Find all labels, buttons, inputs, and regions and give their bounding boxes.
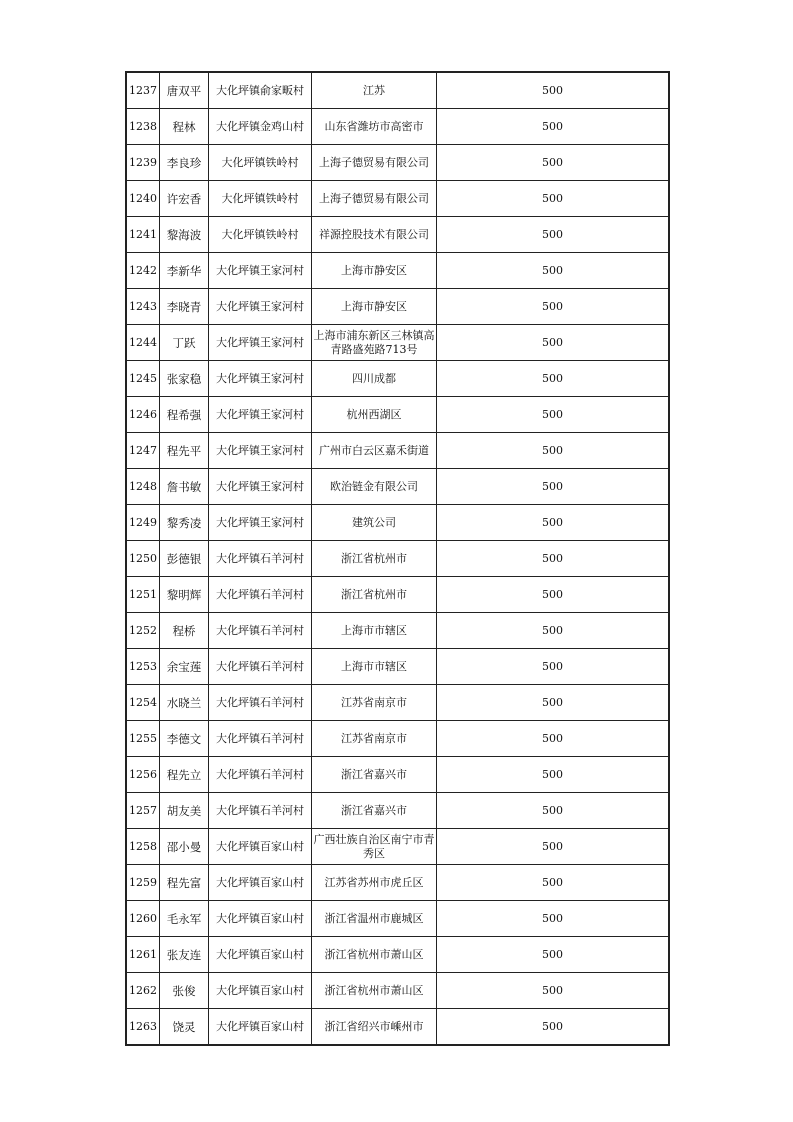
village-cell: 大化坪镇俞家畈村 — [209, 72, 312, 109]
workplace-cell: 江苏 — [312, 72, 437, 109]
table-row — [126, 253, 669, 289]
table-row — [126, 577, 669, 613]
row-number-cell: 1238 — [126, 109, 160, 145]
workplace-cell: 上海子德贸易有限公司 — [312, 145, 437, 181]
amount-cell: 500 — [437, 397, 670, 433]
workplace-cell: 江苏省南京市 — [312, 685, 437, 721]
person-name-cell: 詹书敏 — [160, 469, 209, 505]
table-row — [126, 613, 669, 649]
person-name-cell: 张家稳 — [160, 361, 209, 397]
amount-cell: 500 — [437, 685, 670, 721]
amount-cell: 500 — [437, 829, 670, 865]
workplace-cell: 上海市市辖区 — [312, 613, 437, 649]
table-row — [126, 505, 669, 541]
row-number-cell: 1263 — [126, 1009, 160, 1046]
person-name-cell: 黎秀凌 — [160, 505, 209, 541]
person-name-cell: 饶灵 — [160, 1009, 209, 1046]
village-cell: 大化坪镇王家河村 — [209, 505, 312, 541]
amount-cell: 500 — [437, 325, 670, 361]
amount-cell: 500 — [437, 433, 670, 469]
village-cell: 大化坪镇王家河村 — [209, 397, 312, 433]
table-body — [126, 72, 669, 1045]
workplace-cell: 祥源控股技术有限公司 — [312, 217, 437, 253]
village-cell: 大化坪镇石羊河村 — [209, 793, 312, 829]
person-name-cell: 水晓兰 — [160, 685, 209, 721]
workplace-cell: 浙江省杭州市萧山区 — [312, 973, 437, 1009]
row-number-cell: 1261 — [126, 937, 160, 973]
amount-cell: 500 — [437, 469, 670, 505]
table-row — [126, 721, 669, 757]
village-cell: 大化坪镇石羊河村 — [209, 541, 312, 577]
row-number-cell: 1259 — [126, 865, 160, 901]
workplace-cell: 上海市静安区 — [312, 289, 437, 325]
row-number-cell: 1254 — [126, 685, 160, 721]
table-row — [126, 649, 669, 685]
amount-cell: 500 — [437, 289, 670, 325]
table-row — [126, 325, 669, 361]
table-row — [126, 793, 669, 829]
table-row — [126, 829, 669, 865]
amount-cell: 500 — [437, 253, 670, 289]
workplace-cell: 浙江省温州市鹿城区 — [312, 901, 437, 937]
table-row — [126, 901, 669, 937]
row-number-cell: 1247 — [126, 433, 160, 469]
person-name-cell: 许宏香 — [160, 181, 209, 217]
village-cell: 大化坪镇王家河村 — [209, 253, 312, 289]
workplace-cell: 浙江省嘉兴市 — [312, 757, 437, 793]
village-cell: 大化坪镇王家河村 — [209, 289, 312, 325]
amount-cell: 500 — [437, 649, 670, 685]
amount-cell: 500 — [437, 72, 670, 109]
person-name-cell: 程先平 — [160, 433, 209, 469]
person-name-cell: 程希强 — [160, 397, 209, 433]
person-name-cell: 黎海波 — [160, 217, 209, 253]
row-number-cell: 1249 — [126, 505, 160, 541]
village-cell: 大化坪镇王家河村 — [209, 361, 312, 397]
table-row — [126, 865, 669, 901]
village-cell: 大化坪镇王家河村 — [209, 469, 312, 505]
person-name-cell: 李晓青 — [160, 289, 209, 325]
village-cell: 大化坪镇石羊河村 — [209, 649, 312, 685]
village-cell: 大化坪镇王家河村 — [209, 433, 312, 469]
person-name-cell: 李新华 — [160, 253, 209, 289]
table-row — [126, 433, 669, 469]
village-cell: 大化坪镇百家山村 — [209, 829, 312, 865]
amount-cell: 500 — [437, 721, 670, 757]
village-cell: 大化坪镇石羊河村 — [209, 685, 312, 721]
table-row — [126, 72, 669, 109]
table-row — [126, 1009, 669, 1046]
workplace-cell: 欧治链金有限公司 — [312, 469, 437, 505]
amount-cell: 500 — [437, 217, 670, 253]
village-cell: 大化坪镇王家河村 — [209, 325, 312, 361]
workplace-cell: 浙江省杭州市萧山区 — [312, 937, 437, 973]
row-number-cell: 1245 — [126, 361, 160, 397]
person-name-cell: 黎明辉 — [160, 577, 209, 613]
village-cell: 大化坪镇铁岭村 — [209, 145, 312, 181]
workplace-cell: 上海市静安区 — [312, 253, 437, 289]
row-number-cell: 1252 — [126, 613, 160, 649]
amount-cell: 500 — [437, 541, 670, 577]
row-number-cell: 1239 — [126, 145, 160, 181]
table-row — [126, 289, 669, 325]
amount-cell: 500 — [437, 505, 670, 541]
village-cell: 大化坪镇百家山村 — [209, 901, 312, 937]
village-cell: 大化坪镇石羊河村 — [209, 757, 312, 793]
workplace-cell: 浙江省杭州市 — [312, 541, 437, 577]
row-number-cell: 1243 — [126, 289, 160, 325]
village-cell: 大化坪镇铁岭村 — [209, 217, 312, 253]
table-row — [126, 361, 669, 397]
person-name-cell: 程林 — [160, 109, 209, 145]
amount-cell: 500 — [437, 865, 670, 901]
village-cell: 大化坪镇百家山村 — [209, 973, 312, 1009]
village-cell: 大化坪镇石羊河村 — [209, 577, 312, 613]
amount-cell: 500 — [437, 901, 670, 937]
workplace-cell: 浙江省杭州市 — [312, 577, 437, 613]
person-name-cell: 余宝莲 — [160, 649, 209, 685]
row-number-cell: 1257 — [126, 793, 160, 829]
row-number-cell: 1250 — [126, 541, 160, 577]
workplace-cell: 广州市白云区嘉禾街道 — [312, 433, 437, 469]
person-name-cell: 唐双平 — [160, 72, 209, 109]
amount-cell: 500 — [437, 361, 670, 397]
table-row — [126, 685, 669, 721]
subsidy-table — [125, 71, 670, 1046]
village-cell: 大化坪镇金鸡山村 — [209, 109, 312, 145]
workplace-cell: 山东省潍坊市高密市 — [312, 109, 437, 145]
row-number-cell: 1255 — [126, 721, 160, 757]
workplace-cell: 上海市浦东新区三林镇高青路盛苑路713号 — [312, 325, 437, 361]
workplace-cell: 上海市市辖区 — [312, 649, 437, 685]
table-row — [126, 397, 669, 433]
amount-cell: 500 — [437, 181, 670, 217]
row-number-cell: 1256 — [126, 757, 160, 793]
person-name-cell: 邵小曼 — [160, 829, 209, 865]
amount-cell: 500 — [437, 1009, 670, 1046]
row-number-cell: 1246 — [126, 397, 160, 433]
amount-cell: 500 — [437, 613, 670, 649]
person-name-cell: 程先富 — [160, 865, 209, 901]
workplace-cell: 杭州西湖区 — [312, 397, 437, 433]
person-name-cell: 彭德银 — [160, 541, 209, 577]
workplace-cell: 上海子德贸易有限公司 — [312, 181, 437, 217]
person-name-cell: 丁跃 — [160, 325, 209, 361]
amount-cell: 500 — [437, 145, 670, 181]
table-row — [126, 217, 669, 253]
row-number-cell: 1258 — [126, 829, 160, 865]
village-cell: 大化坪镇百家山村 — [209, 937, 312, 973]
workplace-cell: 四川成都 — [312, 361, 437, 397]
table-row — [126, 973, 669, 1009]
table-row — [126, 469, 669, 505]
table-row — [126, 145, 669, 181]
table-row — [126, 937, 669, 973]
person-name-cell: 李良珍 — [160, 145, 209, 181]
row-number-cell: 1244 — [126, 325, 160, 361]
row-number-cell: 1237 — [126, 72, 160, 109]
row-number-cell: 1240 — [126, 181, 160, 217]
person-name-cell: 毛永军 — [160, 901, 209, 937]
person-name-cell: 胡友美 — [160, 793, 209, 829]
village-cell: 大化坪镇石羊河村 — [209, 721, 312, 757]
row-number-cell: 1241 — [126, 217, 160, 253]
workplace-cell: 江苏省苏州市虎丘区 — [312, 865, 437, 901]
village-cell: 大化坪镇百家山村 — [209, 865, 312, 901]
table-row — [126, 757, 669, 793]
amount-cell: 500 — [437, 793, 670, 829]
workplace-cell: 江苏省南京市 — [312, 721, 437, 757]
amount-cell: 500 — [437, 577, 670, 613]
amount-cell: 500 — [437, 109, 670, 145]
workplace-cell: 广西壮族自治区南宁市青秀区 — [312, 829, 437, 865]
person-name-cell: 程桥 — [160, 613, 209, 649]
amount-cell: 500 — [437, 757, 670, 793]
row-number-cell: 1242 — [126, 253, 160, 289]
table-row — [126, 541, 669, 577]
workplace-cell: 浙江省绍兴市嵊州市 — [312, 1009, 437, 1046]
person-name-cell: 李德文 — [160, 721, 209, 757]
person-name-cell: 张友连 — [160, 937, 209, 973]
village-cell: 大化坪镇百家山村 — [209, 1009, 312, 1046]
row-number-cell: 1260 — [126, 901, 160, 937]
table-row — [126, 181, 669, 217]
amount-cell: 500 — [437, 937, 670, 973]
amount-cell: 500 — [437, 973, 670, 1009]
person-name-cell: 程先立 — [160, 757, 209, 793]
row-number-cell: 1262 — [126, 973, 160, 1009]
person-name-cell: 张俊 — [160, 973, 209, 1009]
workplace-cell: 建筑公司 — [312, 505, 437, 541]
village-cell: 大化坪镇石羊河村 — [209, 613, 312, 649]
workplace-cell: 浙江省嘉兴市 — [312, 793, 437, 829]
village-cell: 大化坪镇铁岭村 — [209, 181, 312, 217]
row-number-cell: 1253 — [126, 649, 160, 685]
row-number-cell: 1251 — [126, 577, 160, 613]
table-row — [126, 109, 669, 145]
row-number-cell: 1248 — [126, 469, 160, 505]
